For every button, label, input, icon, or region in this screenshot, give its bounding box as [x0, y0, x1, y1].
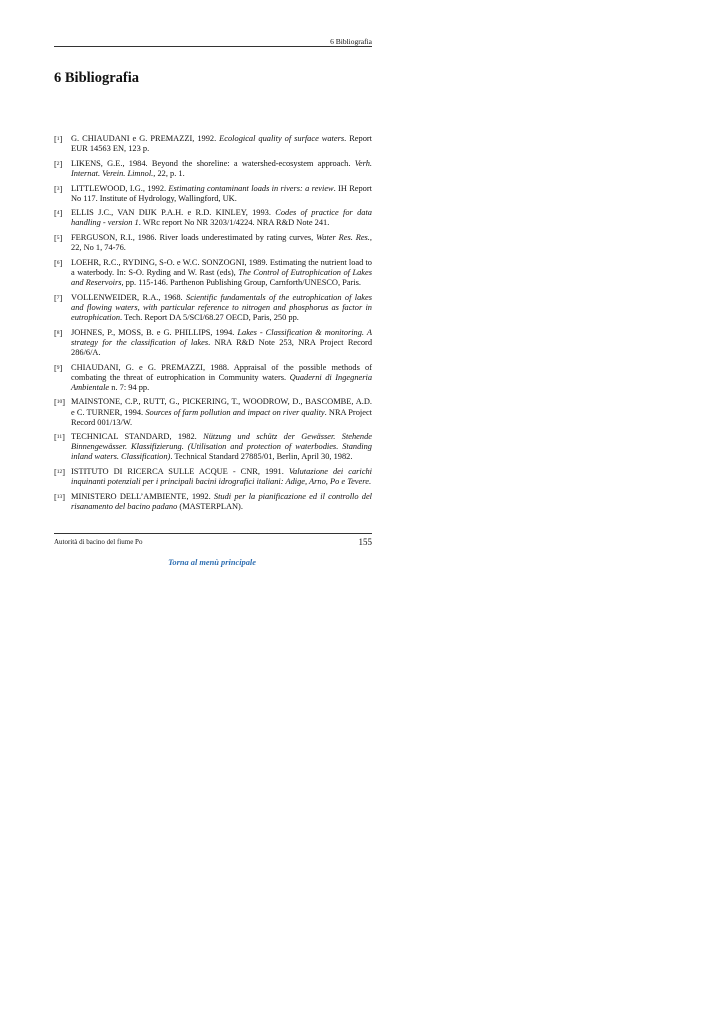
reference-number: [$^8$] — [54, 328, 63, 338]
reference-number: [$^5$] — [54, 234, 63, 244]
reference-text: VOLLENWEIDER, R.A., 1968. Scientific fundamentals of the eutrophication of lakes and flowing waters, with particular reference to nitrogen and phosphorus as factor in eutrophication. Tech. Report DA 5/SCI/68.27 OECD, Paris, 250 pp. — [71, 292, 372, 322]
reference-item — [54, 293, 372, 323]
reference-number: [$^{12}$] — [54, 468, 66, 478]
reference-text: ELLIS J.C., VAN DIJK P.A.H. e R.D. KINLEY, 1993. Codes of practice for data handling - version 1. WRc report No NR 3203/1/4224. NRA R&D Note 241. — [71, 208, 372, 228]
footer-rule — [54, 533, 372, 534]
reference-item — [54, 258, 372, 288]
reference-text: LIKENS, G.E., 1984. Beyond the shoreline: a watershed-ecosystem approach. Verh. Internat. Verein. Limnol., 22, p. 1. — [71, 158, 372, 178]
reference-text: MAINSTONE, C.P., RUTT, G., PICKERING, T., WOODROW, D., BASCOMBE, A.D. e C. TURNER, 1994. Sources of farm pollution and impact on river quality. NRA Project Record 001/13/W. — [71, 397, 372, 427]
reference-text: MINISTERO DELL’AMBIENTE, 1992. Studi per la pianificazione ed il controllo del risanamento del bacino padano (MASTERPLAN). — [71, 491, 372, 512]
reference-text: ISTITUTO DI RICERCA SULLE ACQUE - CNR, 1991. Valutazione dei carichi inquinanti potenziali per i principali bacini idrografici italiani: Adige, Arno, Po e Tevere. — [71, 467, 372, 487]
reference-item — [54, 159, 372, 179]
reference-item — [54, 492, 372, 512]
header-rule — [54, 46, 372, 47]
reference-item — [54, 397, 372, 427]
reference-text: CHIAUDANI, G. e G. PREMAZZI, 1988. Appraisal of the possible methods of combating the threat of eutrophication in Community waters. Quaderni di Ingegneria Ambientale n. 7: 94 pp. — [71, 362, 373, 392]
reference-item — [54, 432, 372, 462]
reference-number: [$^{10}$] — [54, 398, 66, 408]
reference-item — [54, 208, 372, 228]
reference-number: [$^2$] — [54, 159, 63, 169]
reference-item — [54, 233, 372, 253]
reference-item — [54, 134, 372, 154]
reference-text: FERGUSON, R.I., 1986. River loads underestimated by rating curves, Water Res. Res., 22, No 1, 74-76. — [71, 233, 372, 253]
reference-item — [54, 467, 372, 487]
back-to-main-menu-link[interactable]: Torna al menù principale — [168, 558, 256, 567]
reference-number: [$^{11}$] — [54, 433, 65, 443]
reference-text: LITTLEWOOD, I.G., 1992. Estimating contaminant loads in rivers: a review. IH Report No 117. Institute of Hydrology, Wallingford, UK. — [71, 183, 372, 203]
reference-item — [54, 328, 372, 358]
reference-text: TECHNICAL STANDARD, 1982. Nützung und schütz der Gewässer. Stehende Binnengewässer. Klassifizierung. (Utilisation and protection of waterbodies. Standing inland waters. Classification). Technical Standard 27885/01, Berlin, April 30, 1982. — [71, 432, 372, 462]
reference-list — [54, 134, 372, 517]
reference-text: G. CHIAUDANI e G. PREMAZZI, 1992. Ecological quality of surface waters. Report EUR 14563 EN, 123 p. — [71, 134, 372, 154]
reference-text: LOEHR, R.C., RYDING, S-O. e W.C. SONZOGNI, 1989. Estimating the nutrient load to a waterbody. In: S-O. Ryding and W. Rast (eds), The Control of Eutrophication of Lakes and Reservoirs, pp. 115-146. Parthenon Publishing Group, Carnforth/UNESCO, Paris. — [71, 257, 372, 288]
reference-number: [$^1$] — [54, 135, 63, 144]
reference-item — [54, 363, 372, 393]
reference-number: [$^9$] — [54, 363, 63, 373]
reference-number: [$^6$] — [54, 258, 63, 268]
running-header: 6 Bibliografia — [330, 37, 372, 46]
reference-number: [$^7$] — [54, 293, 63, 303]
page-title: 6 Bibliografia — [54, 70, 139, 86]
reference-number: [$^3$] — [54, 184, 63, 194]
footer-publisher: Autorità di bacino del fiume Po — [54, 538, 143, 546]
reference-number: [$^{13}$] — [54, 492, 66, 502]
page-number: 155 — [358, 537, 372, 547]
reference-number: [$^4$] — [54, 209, 63, 219]
reference-item — [54, 184, 372, 204]
reference-text: JOHNES, P., MOSS, B. e G. PHILLIPS, 1994. Lakes - Classification & monitoring. A strategy for the classification of lakes. NRA R&D Note 253, NRA Project Record 286/6/A. — [71, 327, 373, 357]
